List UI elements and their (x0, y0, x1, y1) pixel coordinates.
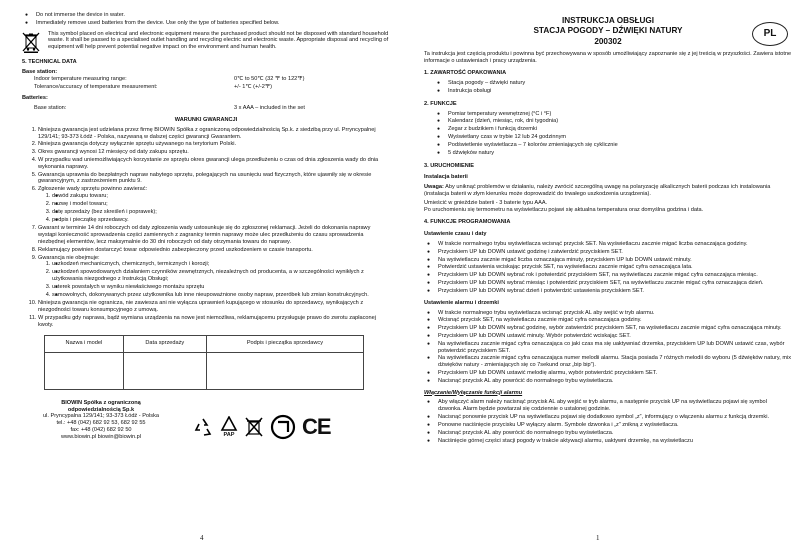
list-item: ● Nacisnąć przycisk AL aby powrócić do normalnego trybu wyświetlacza. (424, 378, 792, 385)
pap-recycle-icon (220, 416, 238, 432)
list-item: ● Potwierdzić ustawienia wciskając przycisk SET, na wyświetlaczu zacznie migać cyfra oznaczająca lata. (424, 264, 792, 271)
list-item (38, 255, 390, 299)
company-address: ul. Pryncypalna 129/141; 93-373 Łódź - Polska (43, 413, 159, 420)
title-line: STACJA POGODY – DŹWIĘKI NATURY (533, 26, 683, 36)
list-item: 11. W przypadku gdy naprawa, bądź wymiana urządzenia na nowe jest niemożliwa, reklamującemu przysługuje prawo do zwrotu zapłaconej kwoty. (38, 315, 390, 329)
package-contents (434, 80, 792, 95)
list-item: 8. Reklamujący powinien dostarczyć towar odpowiednio zabezpieczony przed uszkodzeniem w czasie transportu. (38, 247, 390, 254)
subsection-heading: Włączanie/Wyłączanie funkcji alarmu (424, 389, 523, 396)
startup-text: Po uruchomieniu się termometru na wyświetlaczu pojawi się aktualna temperatura oraz domyślna godzina i data. (424, 206, 704, 213)
section-heading: 4. FUNKCJE PROGRAMOWANIA (424, 219, 511, 226)
section-heading: 1. ZAWARTOŚĆ OPAKOWANIA (424, 70, 507, 77)
complaint-contents (38, 193, 390, 223)
list-item: ● Przyciskiem UP lub DOWN ustawić melodię alarmu, wybór potwierdzić przyciskiem SET. (424, 370, 792, 377)
alarm-onoff-list (424, 399, 792, 444)
weee-notice (22, 31, 390, 53)
table-cell (123, 352, 206, 389)
exclusions-list (38, 261, 390, 298)
list-item: 10. Niniejsza gwarancja nie ogranicza, nie zawiesza ani nie wyłącza uprawnień kupującego w stosunku do sprzedawcy, wynikających z niezgodności towaru konsumpcyjnego z umową. (38, 300, 390, 314)
list-item: ● Przyciskiem UP lub DOWN ustawić minuty. Wybór potwierdzić wciskając SET. (424, 333, 792, 340)
subsection-heading: Instalacja baterii (424, 174, 468, 181)
list-item: ● Do not immerse the device in water. (22, 12, 390, 19)
list-item: ● Stacja pogody – dźwięki natury (434, 80, 792, 87)
list-item: ● W trakcie normalnego trybu wyświetlacza wcisnąć przycisk AL aby wejść w tryb alarmu. (424, 310, 792, 317)
list-item: ● Instrukcja obsługi (434, 88, 792, 95)
subsection-heading: Ustawienie alarmu i drzemki (424, 299, 499, 306)
footer (22, 400, 390, 441)
crossed-bin-icon (22, 31, 40, 53)
list-item: 3. Okres gwarancji wynosi 12 miesięcy od daty zakupu sprzętu. (38, 149, 390, 156)
spec-row (34, 84, 390, 91)
list-item (38, 186, 390, 223)
list-item: ● 5 dźwięków natury (434, 150, 792, 157)
right-page (404, 0, 808, 557)
spec-value: 3 x AAA – included in the set (234, 105, 305, 112)
list-item: 2. Niniejsza gwarancja dotyczy wyłącznie sprzętu używanego na terytorium Polski. (38, 141, 390, 148)
page-number: 1 (596, 534, 600, 543)
spec-row (34, 76, 390, 83)
table-header: Data sprzedaży (123, 335, 206, 352)
page-title (424, 16, 792, 47)
list-item-text: Gwarancja nie obejmuje: (38, 254, 100, 261)
company-fax: fax: +48 (042) 682 92 50 (70, 426, 132, 433)
list-item: ● Przyciskiem UP lub DOWN wybrać dzień i potwierdzić ustawienia przyciskiem SET. (424, 288, 792, 295)
company-name: BIOWIN Spółka z ograniczoną (61, 399, 141, 406)
list-item: 7. Gwarant w terminie 14 dni roboczych od daty zgłoszenia wady ustosunkuje się do zgłoszonej reklamacji. Jeżeli do dokonania naprawy wystąpi konieczność sprowadzenia części zamiennych z zagranicy termin naprawy może ulec przedłużeniu do czasu sprowadzenia niezbędnej elementów, lecz maksymalnie do 30 dni roboczych od daty otrzymania towaru do naprawy. (38, 225, 390, 245)
company-phone: tel.: +48 (042) 682 92 53, 682 92 55 (56, 420, 146, 427)
list-item: ● Ponowne naciśnięcie przycisku UP wyłączy alarm. Symbole dzwonka i „z” znikną z wyświetlacza. (424, 422, 792, 429)
list-item: ● Naciśnięcie górnej części stacji pogody w trakcie aktywacji alarmu, uaktywni drzemkę, na wyświetlaczu (424, 438, 792, 445)
weee-text: This symbol placed on electrical and electronic equipment means the purchased product should not be disposed with standard household waste. It shall be passed to a specialised outlet handling and recycling electric and electronic waste. Appropriate disposal and recycling of equipment will help prevent potential negative impact on the environment and human health. (48, 30, 389, 51)
list-item: ● Wcisnąć przycisk SET, na wyświetlaczu zacznie migać cyfra oznaczająca godziny. (424, 317, 792, 324)
list-item: 5. Gwarancja uprawnia do bezpłatnych napraw nabytego sprzętu, polegających na usunięciu wad fizycznych, które ujawniły się w okresie gwarancyjnym, z zastrzeżeniem punktu 9. (38, 172, 390, 186)
list-item: ● Na wyświetlaczu zacznie migać cyfra oznaczająca numer melodii alarmu. Stacja posiada 7 różnych melodii do wyboru (5 dźwięków natury, mix dźwięków natury - zmieniających się co 7sekund oraz „bip bip”). (424, 355, 792, 369)
spec-value: 0℃ to 50℃ (32 ℉ to 122℉) (234, 75, 305, 82)
list-item: ● Na wyświetlaczu zacznie migać cyfra oznaczająca co jaki czas ma się uaktywniać drzemka, przyciskiem UP lub DOWN ustawić czas, wybór potwierdzić przyciskiem SET. (424, 341, 792, 355)
subsection-heading: Ustawienie czasu i daty (424, 231, 487, 238)
list-item: ● Na wyświetlaczu zacznie migać liczba oznaczająca minuty, przyciskiem UP lub DOWN ustawić minuty. (424, 257, 792, 264)
table-cell (45, 352, 124, 389)
table-cell (206, 352, 363, 389)
table-header: Podpis i pieczątka sprzedawcy (206, 335, 363, 352)
list-item: ● Kalendarz (dzień, miesiąc, rok, dni tygodnia) (434, 118, 792, 125)
list-item: ● 2. uszkodzeń spowodowanych działaniem czynników zewnętrznych, niezależnych od producenta, a w szczególności wynikłych z użytkowania niezgodnego z Instrukcją Obsługi; (52, 269, 390, 283)
list-item: ● 4. samowolnych, dokonywanych przez użytkownika lub inne nieupoważnione osoby napraw, przeróbek lub zmian konstrukcyjnych. (52, 292, 390, 299)
spec-row (34, 105, 390, 112)
list-item: ● 2. nazwę i model towaru; (52, 201, 390, 208)
battery-text: Umieścić w gnieździe baterii - 3 baterie typu AAA. (424, 199, 548, 206)
warranty-list (22, 127, 390, 329)
battery-warning (424, 184, 792, 198)
section-heading: 3. URUCHOMIENIE (424, 162, 475, 169)
list-item: ● Zegar z budzikiem i funkcją drzemki (434, 126, 792, 133)
list-item: ● Pomiar temperatury wewnętrznej (°C i °F) (434, 111, 792, 118)
list-item: ● Przyciskiem UP lub DOWN ustawić godzinę i zatwierdzić przyciskiem SET. (424, 249, 792, 256)
list-item: ● Przyciskiem UP lub DOWN wybrać godzinę, wybór zatwierdzić przyciskiem SET, na wyświetlaczu zacznie migać cyfra oznaczająca minuty. (424, 325, 792, 332)
language-badge: PL (752, 22, 788, 46)
recycle-icon (192, 416, 214, 438)
list-item: 1. Niniejsza gwarancja jest udzielana przez firmę BIOWIN Spółka z ograniczoną odpowiedzialnością Sp.k. z siedzibą przy ul. Prryncypalnej 129/141; 93-373 Łódź - Polska, nazywaną w dalszej części gwarancji Gwarantem. (38, 127, 390, 141)
list-item: ● W trakcie normalnego trybu wyświetlacza wcisnąć przycisk SET. Na wyświetlaczu zacznie migać liczba oznaczająca godziny. (424, 241, 792, 248)
list-item: ● Podświetlenie wyświetlacza – 7 kolorów zmieniających się cyklicznie (434, 142, 792, 149)
list-item: ● Nacisnąć przycisk AL aby powrócić do normalnego trybu wyświetlacza. (424, 430, 792, 437)
pap-mark (220, 416, 238, 439)
gost-mark-icon (270, 414, 296, 440)
list-item: ● Wyświetlany czas w trybie 12 lub 24 godzinnym (434, 134, 792, 141)
tech-data-heading: 5. TECHNICAL DATA (22, 59, 77, 66)
functions-list (434, 111, 792, 157)
section-heading: 2. FUNKCJE (424, 100, 457, 107)
company-web: www.biowin.pl biowin@biowin.pl (61, 433, 141, 440)
list-item: 4. W przypadku wad uniemożliwiających korzystanie ze sprzętu okres gwarancji ulega przedłużeniu o czas od dnia zgłoszenia wady do dnia wykonania naprawy. (38, 157, 390, 171)
list-item: ● 1. uszkodzeń mechanicznych, chemicznych, termicznych i korozji; (52, 261, 390, 268)
spec-label: Base station: (34, 105, 67, 112)
table-header: Nazwa i model (45, 335, 124, 352)
list-item: ● Przyciskiem UP lub DOWN wybrać miesiąc i potwierdzić przyciskiem SET, na wyświetlaczu zacznie migać cyfra oznaczająca dzień. (424, 280, 792, 287)
list-item: ● 3. usterek powstałych w wyniku niewłaściwego montażu sprzętu (52, 284, 390, 291)
list-item: ● Immediately remove used batteries from the device. Use only the type of batteries specified below. (22, 20, 390, 27)
company-name: odpowiedzialnością Sp.k (67, 406, 135, 413)
spec-value: +/- 1℃ (+/-2℉) (234, 83, 273, 90)
list-item: ● Nacisnąć ponownie przycisk UP na wyświetlaczu pojawi się dodatkowo symbol „z”, informujący o włączeniu alarmu z funkcją drzemki. (424, 414, 792, 421)
title-line: INSTRUKCJA OBSŁUGI (561, 16, 655, 25)
warranty-title: WARUNKI GWARANCJI (174, 116, 238, 123)
batteries-heading: Batteries: (22, 95, 48, 102)
list-item: ● Przyciskiem UP lub DOWN wybrać rok i potwierdzić przyciskiem SET, na wyświetlaczu zacznie migać cyfra oznaczająca miesiąc. (424, 272, 792, 279)
list-item-text: Zgłoszenie wady sprzętu powinno zawierać: (38, 186, 148, 193)
warning-text: Aby uniknąć problemów w działaniu, należy zwrócić szczególną uwagę na polaryzację alkalicznych baterii podczas ich instalowania (instalacja baterii w złym kierunku może doprowadzić do trwałego uszkodzenia urządzenia). (424, 184, 771, 197)
list-item: ● Aby włączyć alarm należy nacisnąć przycisk AL aby wejść w tryb alarmu, a następnie przycisk UP na wyświetlaczu pojawi się symbol dzwonka. Alarm będzie powtarzał się codziennie o ustalonej godzinie. (424, 399, 792, 413)
list-item: ● 4. podpis i pieczątkę sprzedawcy. (52, 217, 390, 224)
certification-icons (192, 414, 331, 441)
intro-text: Ta instrukcja jest częścią produktu i powinna być przechowywana w sposób umożliwiający zapoznanie się z jej treścią w przyszłości. Zawiera istotne informacje o ustawieniach i pracy urządzenia. (424, 50, 792, 64)
warranty-table (44, 335, 364, 390)
ce-mark: CE (302, 413, 331, 439)
time-setting-list (424, 241, 792, 295)
company-info (16, 400, 186, 441)
crossed-bin-icon (244, 416, 264, 438)
spec-label: Tolerance/accuracy of temperature measurement: (34, 83, 158, 90)
list-item: ● 3. datę sprzedaży (bez skreśleń i poprawek); (52, 209, 390, 216)
safety-bullets (22, 12, 390, 27)
spec-label: Indoor temperature measuring range: (34, 75, 127, 82)
page-number: 4 (200, 534, 204, 543)
alarm-setting-list (424, 310, 792, 385)
base-station-heading: Base station: (22, 68, 58, 75)
title-line: 200302 (594, 36, 622, 46)
warning-label: Uwaga: (424, 184, 444, 191)
pap-label: PAP (223, 431, 235, 438)
list-item: ● 1. dowód zakupu towaru; (52, 193, 390, 200)
